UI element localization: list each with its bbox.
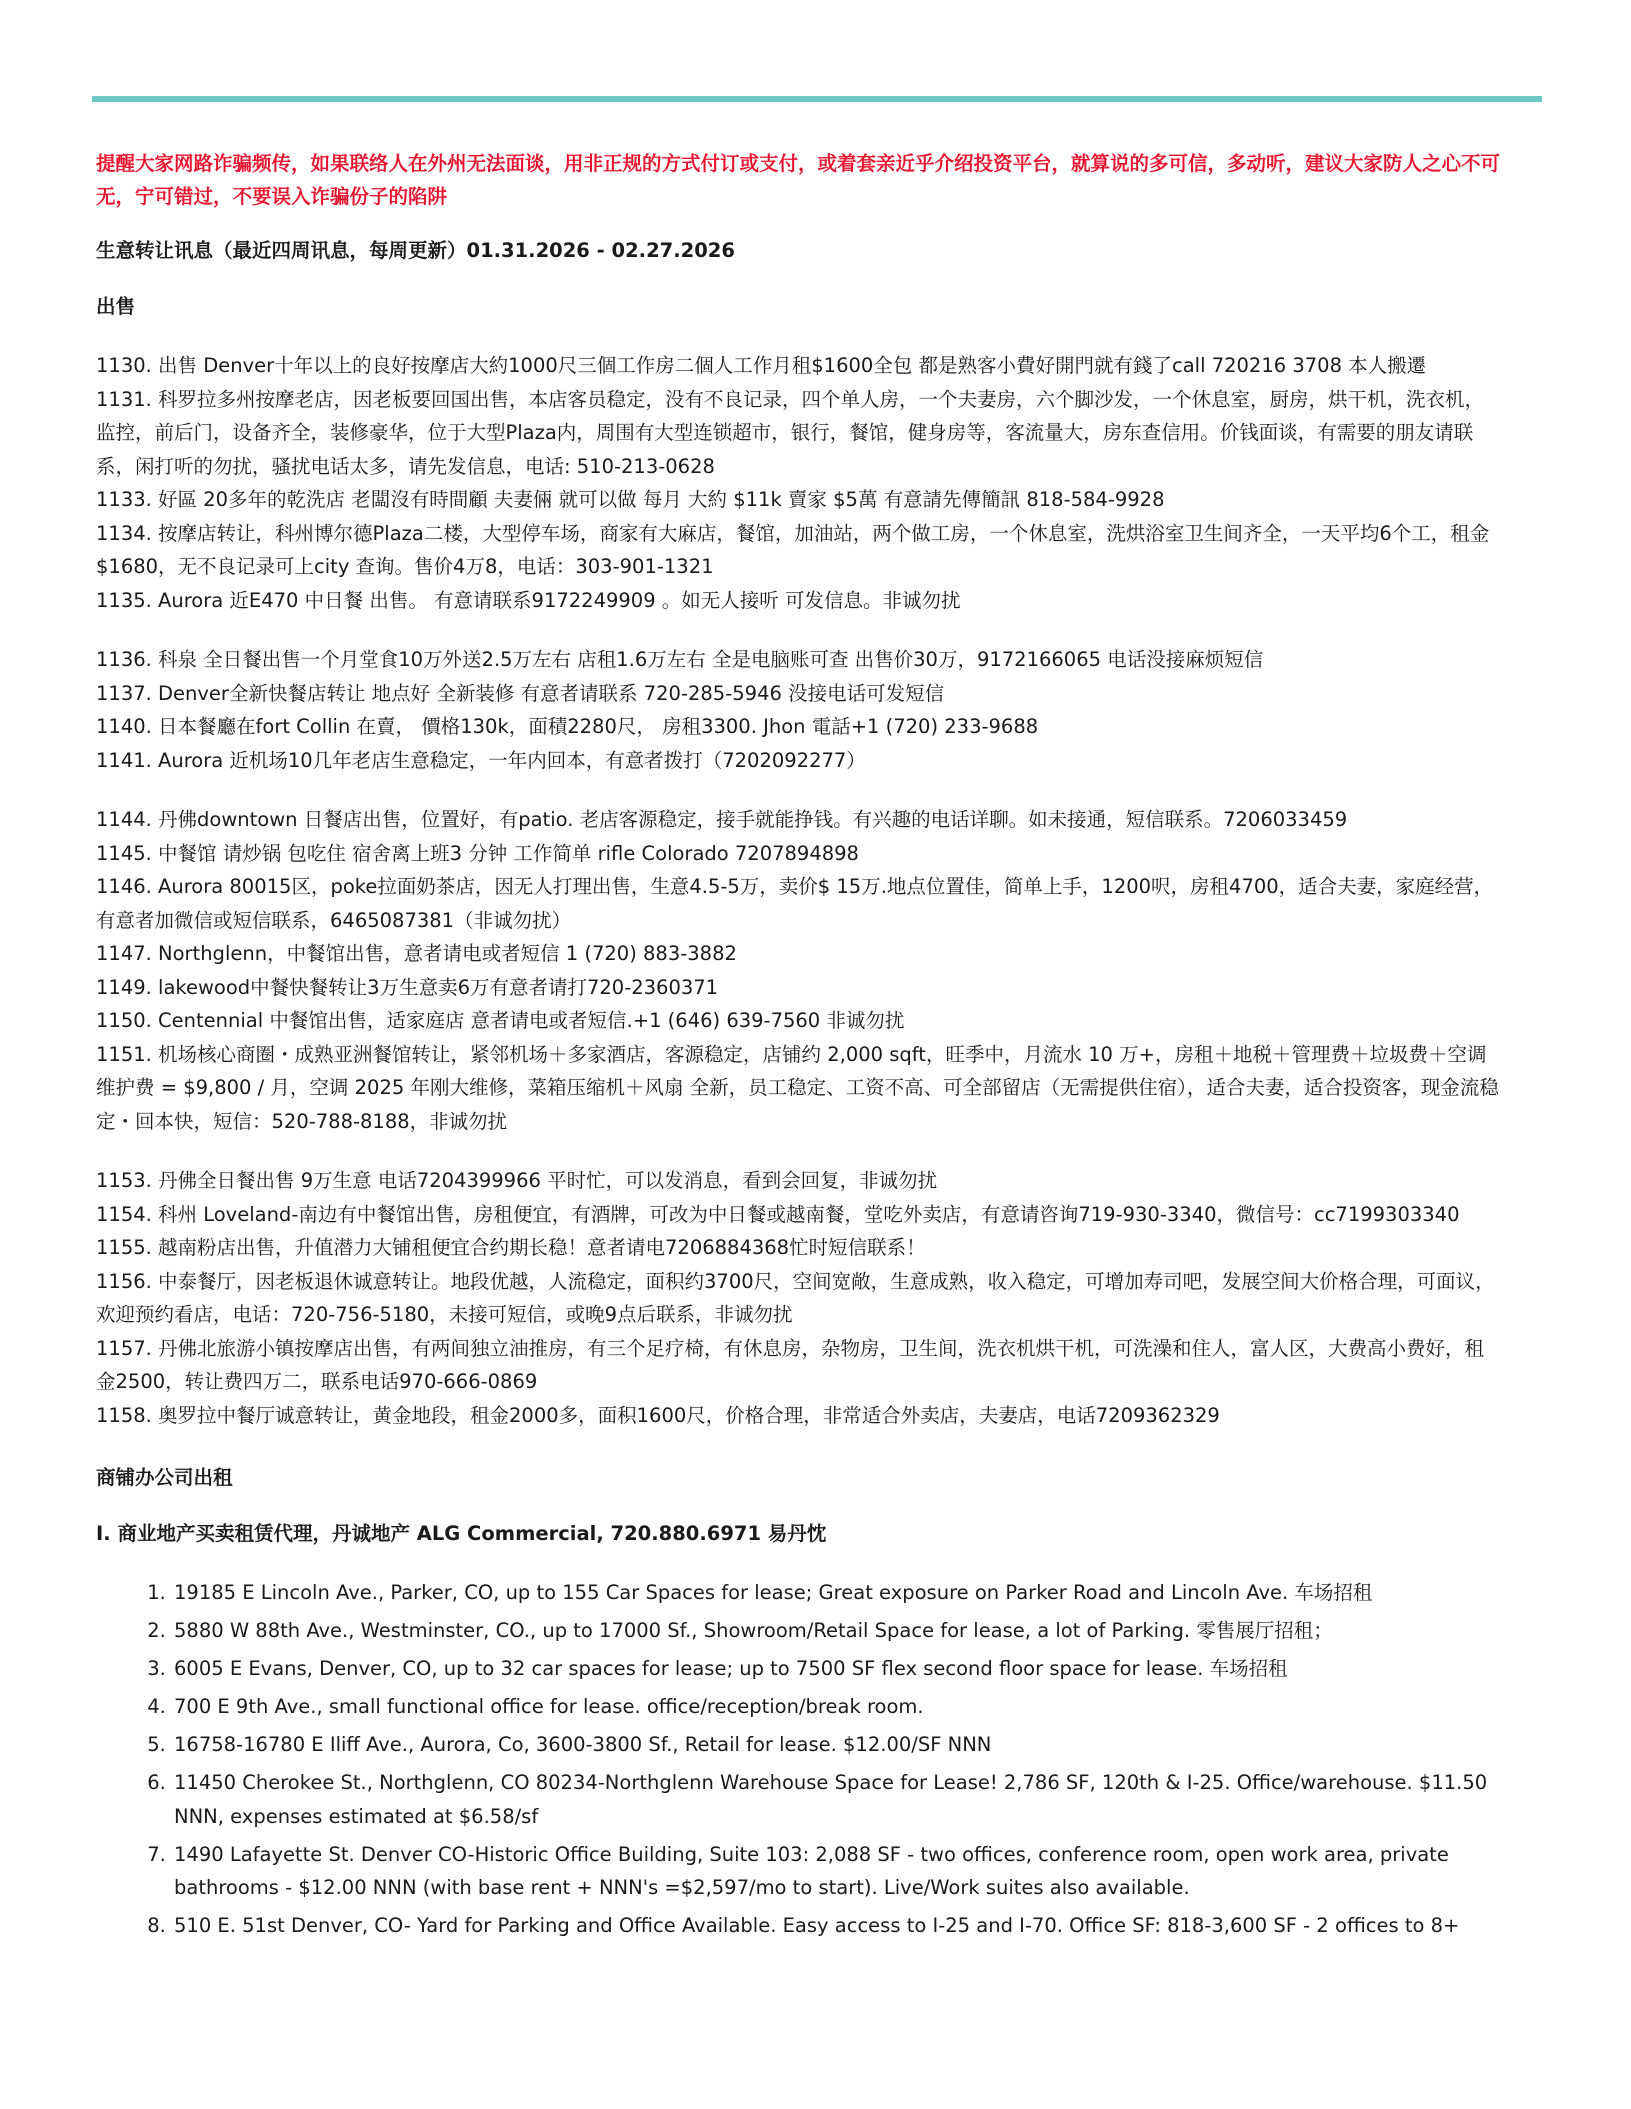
- list-item: 1146. Aurora 80015区，poke拉面奶茶店，因无人打理出售，生意4.5-5万，卖价$ 15万.地点位置佳，简单上手，1200呎，房租4700，适合夫妻，家庭经营，有意者加微信或短信联系，6465087381（非诚勿扰）: [96, 875, 1494, 932]
- list-item: 1150. Centennial 中餐馆出售，适家庭店 意者请电或者短信.+1 (646) 639-7560 非诚勿扰: [96, 1009, 905, 1032]
- sale-group-1: [96, 349, 1502, 617]
- list-item: 1145. 中餐馆 请炒锅 包吃住 宿舍离上班3 分钟 工作简单 rifle Colorado 7207894898: [96, 841, 859, 865]
- list-item: 1130. 出售 Denver十年以上的良好按摩店大約1000尺三個工作房二個人工作月租$1600全包 都是熟客小費好開門就有錢了call 720216 3708 本人搬遷: [96, 354, 1427, 377]
- property-item: 3. 6005 E Evans, Denver, CO, up to 32 car spaces for lease; up to 7500 SF flex second floor space for lease. 车场招租: [172, 1652, 1502, 1686]
- period-heading: 生意转让讯息（最近四周讯息，每周更新）01.31.2026 - 02.27.2026: [96, 239, 735, 262]
- list-item: 1154. 科州 Loveland-南边有中餐馆出售，房租便宜，有酒牌，可改为中日餐或越南餐，堂吃外卖店，有意请咨询719-930-3340，微信号：cc7199303340: [96, 1202, 1460, 1226]
- property-item: 1. 19185 E Lincoln Ave., Parker, CO, up to 155 Car Spaces for lease; Great exposure on Parker Road and Lincoln Ave. 车场招租: [172, 1576, 1502, 1610]
- list-item: 1133. 好區 20多年的乾洗店 老闆沒有時間顧 夫妻倆 就可以做 每月 大約 $11k 賣家 $5萬 有意請先傳簡訊 818-584-9928: [96, 488, 1165, 511]
- list-item: 1153. 丹佛全日餐出售 9万生意 电话7204399966 平时忙，可以发消息，看到会回复，非诚勿扰: [96, 1169, 938, 1192]
- sale-heading: 出售: [96, 295, 136, 318]
- list-item: 1137. Denver全新快餐店转让 地点好 全新装修 有意者请联系 720-285-5946 没接电话可发短信: [96, 681, 945, 705]
- sale-group-3: [96, 803, 1502, 1138]
- property-item: 4. 700 E 9th Ave., small functional office for lease. office/reception/break room.: [172, 1690, 1502, 1724]
- property-item: 2. 5880 W 88th Ave., Westminster, CO., up to 17000 Sf., Showroom/Retail Space for lease, a lot of Parking. 零售展厅招租；: [172, 1614, 1502, 1648]
- property-item: 8. 510 E. 51st Denver, CO- Yard for Parking and Office Available. Easy access to I-25 and I-70. Office SF: 818-3,600 SF - 2 offices to 8+: [172, 1909, 1502, 1943]
- list-item: 1149. lakewood中餐快餐转让3万生意卖6万有意者请打720-2360371: [96, 975, 719, 999]
- list-item: 1155. 越南粉店出售，升值潜力大铺租便宜合约期长稳！意者请电7206884368忙时短信联系！: [96, 1236, 926, 1259]
- page: [92, 96, 1542, 1947]
- property-item: 7. 1490 Lafayette St. Denver CO-Historic Office Building, Suite 103: 2,088 SF - two offices, conference room, open work area, private bathrooms - $12.00 NNN (with base rent + NNN's =$2,597/mo to start). Live/Work suites also available.: [172, 1838, 1502, 1905]
- list-item: 1151. 机场核心商圈・成熟亚洲餐馆转让，紧邻机场＋多家酒店，客源稳定，店铺约 2,000 sqft，旺季中，月流水 10 万+，房租＋地税＋管理费＋垃圾费＋空调维护费 = $9,800 / 月，空调 2025 年刚大维修，菜箱压缩机＋风扇 全新，员工稳定、工资不高、可全部留店（无需提供住宿），适合夫妻，适合投资客，现金流稳定・回本快，短信：520-788-8188，非诚勿扰: [96, 1042, 1499, 1133]
- list-item: 1134. 按摩店转让，科州博尔德Plaza二楼，大型停车场，商家有大麻店，餐馆，加油站，两个做工房，一个休息室，洗烘浴室卫生间齐全，一天平均6个工，租金$1680，无不良记录可上city 查询。售价4万8，电话：303-901-1321: [96, 521, 1490, 578]
- document-body: [92, 147, 1542, 1943]
- list-item: 1141. Aurora 近机场10几年老店生意稳定，一年内回本，有意者拨打（7202092277）: [96, 748, 866, 772]
- property-item: 5. 16758-16780 E Iliff Ave., Aurora, Co, 3600-3800 Sf., Retail for lease. $12.00/SF NNN: [172, 1728, 1502, 1762]
- list-item: 1131. 科罗拉多州按摩老店，因老板要回国出售，本店客员稳定，没有不良记录，四个单人房，一个夫妻房，六个脚沙发，一个休息室，厨房，烘干机，洗衣机，监控，前后门，设备齐全，装修豪华，位于大型Plaza内，周围有大型连锁超市，银行，餐馆，健身房等，客流量大，房东查信用。价钱面谈，有需要的朋友请联系，闲打听的勿扰，骚扰电话太多，请先发信息，电话: 510-213-0628: [96, 387, 1485, 478]
- list-item: 1156. 中泰餐厅，因老板退休诚意转让。地段优越，人流稳定，面积约3700尺，空间宽敞，生意成熟，收入稳定，可增加寿司吧，发展空间大价格合理，可面议，欢迎预约看店，电话：720-756-5180，未接可短信，或晚9点后联系，非诚勿扰: [96, 1269, 1495, 1326]
- sale-group-2: [96, 643, 1502, 777]
- sale-group-4: [96, 1164, 1502, 1432]
- lease-heading: 商铺办公司出租: [96, 1466, 233, 1489]
- list-item: 1147. Northglenn，中餐馆出售，意者请电或者短信 1 (720) 883-3882: [96, 942, 737, 965]
- property-list: [96, 1576, 1502, 1943]
- list-item: 1135. Aurora 近E470 中日餐 出售。 有意请联系9172249909 。如无人接听 可发信息。非诚勿扰: [96, 588, 961, 612]
- fraud-warning: 提醒大家网路诈骗频传，如果联络人在外州无法面谈，用非正规的方式付订或支付，或着套亲近乎介绍投资平台，就算说的多可信，多动听，建议大家防人之心不可无，宁可错过，不要误入诈骗份子的陷阱: [96, 152, 1501, 208]
- agent-heading: I. 商业地产买卖租赁代理，丹诚地产 ALG Commercial, 720.880.6971 易丹忱: [96, 1522, 827, 1545]
- list-item: 1158. 奥罗拉中餐厅诚意转让，黄金地段，租金2000多，面积1600尺，价格合理，非常适合外卖店，夫妻店，电话7209362329: [96, 1403, 1220, 1427]
- list-item: 1144. 丹佛downtown 日餐店出售，位置好，有patio. 老店客源稳定，接手就能挣钱。有兴趣的电话详聊。如未接通，短信联系。7206033459: [96, 808, 1348, 831]
- list-item: 1157. 丹佛北旅游小镇按摩店出售，有两间独立油推房，有三个足疗椅，有休息房，杂物房，卫生间，洗衣机烘干机，可洗澡和住人，富人区，大费高小费好，租金2500，转让费四万二，联系电话970-666-0869: [96, 1336, 1485, 1393]
- top-divider: [92, 96, 1542, 102]
- list-item: 1140. 日本餐廳在fort Collin 在賣， 價格130k，面積2280尺， 房租3300. Jhon 電話+1 (720) 233-9688: [96, 715, 1039, 738]
- property-item: 6. 11450 Cherokee St., Northglenn, CO 80234-Northglenn Warehouse Space for Lease! 2,786 SF, 120th & I-25. Office/warehouse. $11.50 NNN, expenses estimated at $6.58/sf: [172, 1766, 1502, 1833]
- list-item: 1136. 科泉 全日餐出售一个月堂食10万外送2.5万左右 店租1.6万左右 全是电脑账可查 出售价30万，9172166065 电话没接麻烦短信: [96, 648, 1264, 671]
